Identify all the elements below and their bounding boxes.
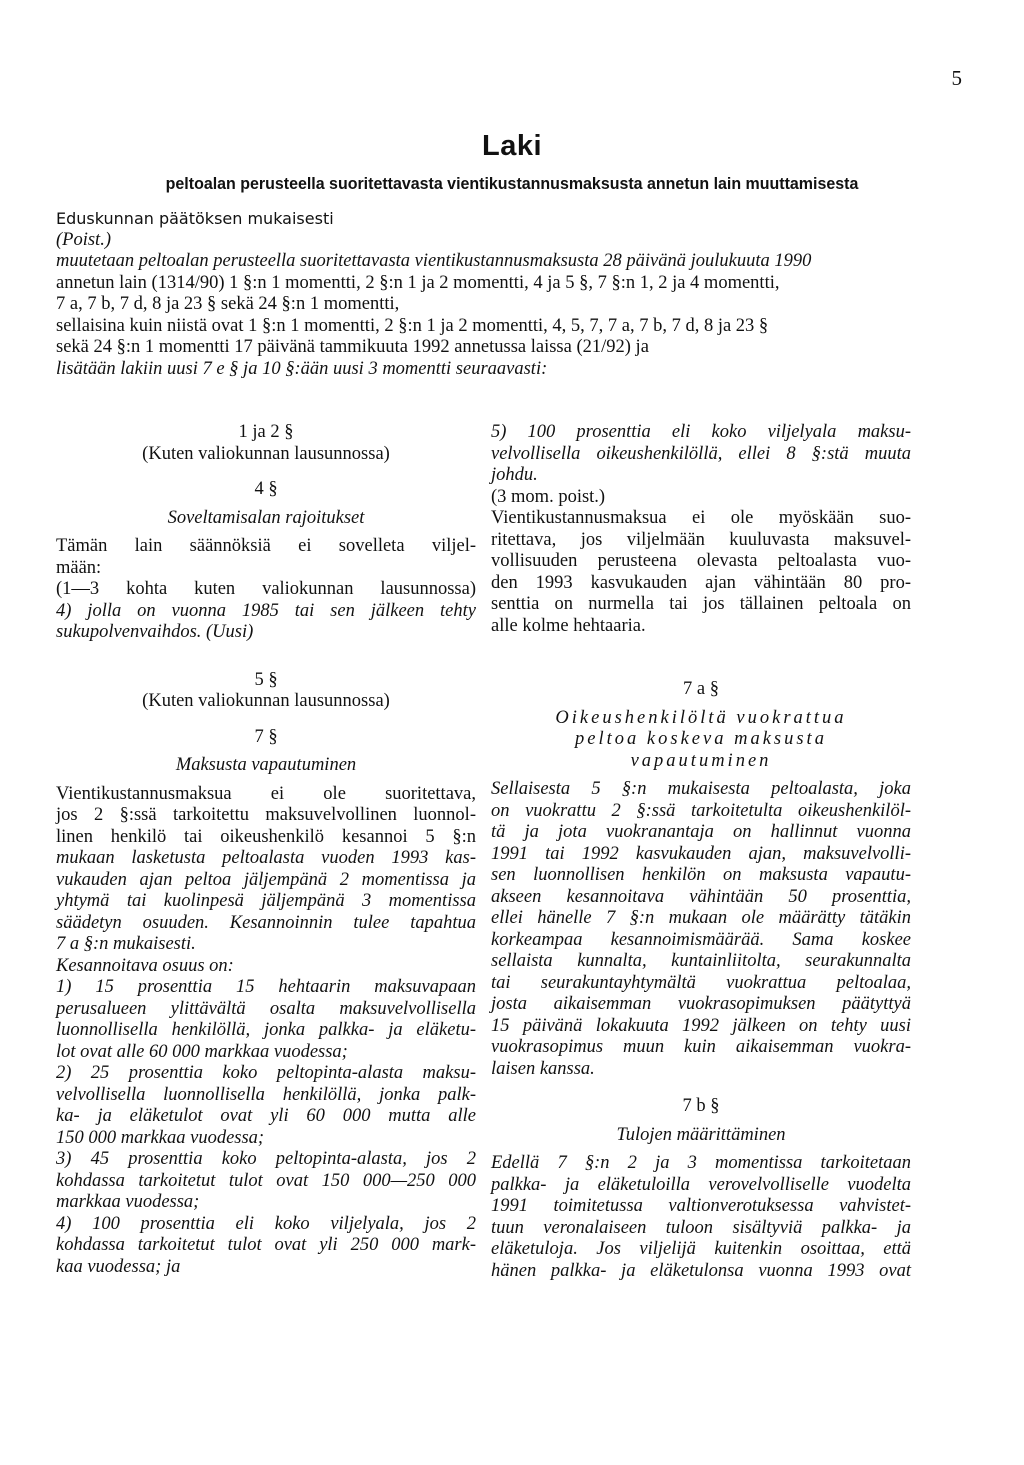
section-title: Oikeushenkilöltä vuokrattua (555, 707, 847, 728)
text-line: tä ja jota vuokranantaja on hallinnut vuonna (491, 822, 911, 842)
preamble-line: (Poist.) (56, 229, 111, 250)
preamble-line: annetun lain (1314/90) 1 §:n 1 momentti, 2 §:n 1 ja 2 momentti, 4 ja 5 §, 7 §:n 1, 2 ja 4 momentti, (56, 272, 780, 293)
section-title: Tulojen määrittäminen (616, 1124, 786, 1145)
section-title: peltoa koskeva maksusta (575, 729, 827, 749)
text-line: (3 mom. poist.) (491, 486, 606, 507)
text-line: vollisuuden perusteena olevasta peltoalasta vuo- (491, 551, 911, 571)
left-column (56, 422, 476, 1278)
section-title: Maksusta vapautuminen (175, 755, 357, 775)
text-line: 1) 15 prosenttia 15 hehtaarin maksuvapaan (56, 977, 476, 997)
page-number: 5 (951, 66, 962, 90)
text-line: Tämän lain säännöksiä ei sovelleta viljel- (56, 536, 476, 556)
text-line: Kesannoitava osuus on: (56, 955, 234, 976)
text-line: josta aikaisemman vuokrasopimuksen päätyttyä (491, 994, 911, 1014)
section-heading: 7 § (254, 726, 278, 747)
text-line: Vientikustannusmaksua ei ole suoritettava, (56, 783, 476, 804)
text-line: on vuokrattu 2 §:ssä tarkoitetulta oikeushenkilöl- (491, 800, 911, 821)
text-line: mukaan lasketusta peltoalasta vuoden 1993 kas- (56, 848, 476, 868)
text-line: ellei hänelle 7 §:n mukaan ole määrätty tätäkin (491, 908, 911, 928)
text-line: velvollisella oikeushenkilöllä, ellei 8 §:stä muuta (491, 443, 911, 464)
preamble (56, 208, 938, 380)
text-line: velvollisella luonnollisella henkilöllä, jonka palk- (56, 1084, 476, 1105)
text-line: kohdassa tarkoitetut tulot ovat 150 000—250 000 (56, 1170, 476, 1191)
text-line: mään: (56, 557, 102, 578)
text-line: ritettava, jos viljelmään kuuluvasta maksuvel- (491, 529, 911, 550)
preamble-line: sellaisina kuin niistä ovat 1 §:n 1 momentti, 2 §:n 1 ja 2 momentti, 4, 5, 7, 7 a, 7 b, 7 d, 8 ja 23 § (56, 315, 769, 336)
text-line: sukupolvenvaihdos. (Uusi) (56, 622, 254, 642)
section-note: (Kuten valiokunnan lausunnossa) (142, 691, 390, 711)
text-line: 4) jolla on vuonna 1985 tai sen jälkeen tehty (56, 600, 476, 621)
section-note: (Kuten valiokunnan lausunnossa) (142, 443, 390, 464)
text-line: Vientikustannusmaksua ei ole myöskään suo- (491, 508, 911, 528)
text-line: säädetyn osuuden. Kesannoinnin tulee tapahtua (56, 912, 476, 933)
text-line: linen henkilö tai oikeushenkilö kesannoi 5 §:n (56, 826, 476, 847)
text-line: vuokrasopimus muun kuin aikaisemman vuokra- (491, 1037, 911, 1057)
text-line: sellaista kunnalta, kuntainliitolta, seurakunnalta (491, 951, 911, 971)
law-title: Laki (481, 130, 543, 162)
text-line: 15 päivänä lokakuuta 1992 jälkeen on tehty uusi (491, 1015, 911, 1036)
section-title: Soveltamisalan rajoitukset (167, 507, 365, 528)
text-line: (1—3 kohta kuten valiokunnan lausunnossa) (56, 579, 476, 599)
text-line: ka- ja eläketulot ovat yli 60 000 mutta alle (56, 1106, 476, 1126)
text-line: 1991 toimitetussa valtionverotuksessa vahvistet- (491, 1196, 911, 1216)
text-line: palkka- ja eläketuloilla verovelvolliselle vuodelta (491, 1174, 911, 1195)
preamble-line: muutetaan peltoalan perusteella suoritettavasta vientikustannusmaksusta 28 päivänä joulukuuta 1990 (56, 251, 812, 271)
text-line: hänen palkka- ja eläketulonsa vuonna 1993 ovat (491, 1260, 911, 1281)
section-heading: 5 § (254, 669, 278, 690)
text-line: Sellaisesta 5 §:n mukaisesta peltoalasta, joka (491, 779, 911, 799)
preamble-line: 7 a, 7 b, 7 d, 8 ja 23 § sekä 24 §:n 1 momentti, (56, 294, 400, 314)
text-line: kaa vuodessa; ja (56, 1256, 181, 1277)
text-line: sen luonnollisen henkilön on maksusta vapautu- (491, 865, 911, 885)
text-line: 1991 tai 1992 kasvukauden ajan, maksuvelvolli- (491, 843, 911, 864)
text-line: 3) 45 prosenttia koko peltopinta-alasta, jos 2 (56, 1149, 476, 1169)
text-line: johdu. (491, 465, 538, 485)
section-title: vapautuminen (630, 750, 772, 771)
text-line: kohdassa tarkoitetut tulot ovat yli 250 000 mark- (56, 1235, 476, 1255)
text-line: Edellä 7 §:n 2 ja 3 momentissa tarkoitetaan (491, 1153, 911, 1173)
text-line: 4) 100 prosenttia eli koko viljelyala, jos 2 (56, 1213, 476, 1234)
text-line: jos 2 §:ssä tarkoitettu maksuvelvollinen luonnol- (56, 805, 476, 825)
section-heading: 4 § (254, 479, 278, 499)
text-line: 5) 100 prosenttia eli koko viljelyala maksu- (491, 422, 911, 442)
text-line: tai seurakuntayhtymältä vuokrattua peltoalaa, (491, 972, 911, 993)
text-line: markkaa vuodessa; (56, 1192, 200, 1212)
law-subtitle: peltoalan perusteella suoritettavasta vientikustannusmaksusta annetun lain muuttamisesta (165, 174, 859, 193)
text-line: 150 000 markkaa vuodessa; (56, 1127, 265, 1148)
text-line: 7 a §:n mukaisesti. (56, 934, 196, 954)
preamble-line: Eduskunnan päätöksen mukaisesti (56, 209, 334, 228)
section-heading: 7 a § (683, 679, 719, 699)
text-line: alle kolme hehtaaria. (491, 615, 646, 636)
preamble-line: lisätään lakiin uusi 7 e § ja 10 §:ään uusi 3 momentti seuraavasti: (56, 358, 548, 379)
text-line: tuun veronalaiseen tuloon sisältyviä palkka- ja (491, 1217, 911, 1238)
preamble-line: sekä 24 §:n 1 momentti 17 päivänä tammikuuta 1992 annetussa laissa (21/92) ja (56, 337, 649, 357)
text-line: yhtymä tai kuolinpesä jäljempänä 3 momentissa (56, 891, 476, 911)
text-line: perusalueen ylittävältä osalta maksuvelvollisella (56, 998, 476, 1019)
text-line: lot ovat alle 60 000 markkaa vuodessa; (56, 1041, 348, 1062)
text-line: korkeampaa kesannoimismäärää. Sama koskee (491, 929, 911, 950)
right-column (491, 422, 911, 1282)
section-heading: 7 b § (682, 1096, 720, 1116)
text-line: den 1993 kasvukauden ajan vähintään 80 pro- (491, 572, 911, 593)
text-line: laisen kanssa. (491, 1058, 595, 1079)
section-heading: 1 ja 2 § (238, 422, 294, 442)
text-line: senttia on nurmella tai jos tällainen peltoala on (491, 594, 911, 614)
text-line: luonnollisella henkilöllä, jonka palkka- ja eläketu- (56, 1020, 476, 1040)
text-line: akseen kesannoitava vähintään 50 prosenttia, (491, 886, 911, 907)
text-line: eläketuloja. Jos viljelijä kuitenkin osoittaa, että (491, 1239, 911, 1259)
text-line: vukauden ajan peltoa jäljempänä 2 momentissa ja (56, 869, 476, 890)
text-line: 2) 25 prosenttia koko peltopinta-alasta maksu- (56, 1063, 476, 1083)
